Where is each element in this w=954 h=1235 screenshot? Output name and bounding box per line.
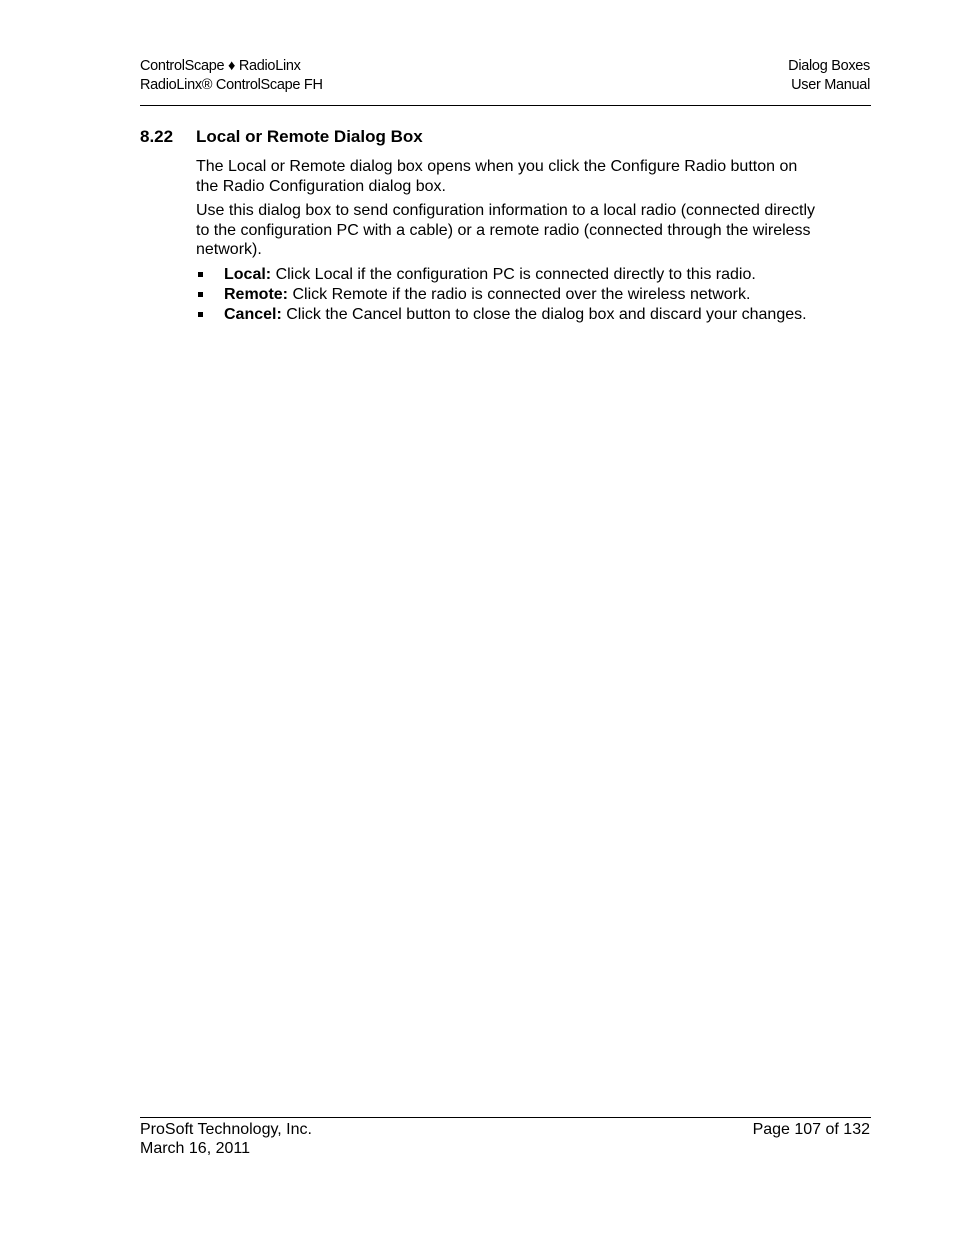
desc-cancel: Click the Cancel button to close the dialog box and discard your changes. <box>281 305 807 323</box>
paragraph-usage: Use this dialog box to send configuration information to a local radio (connected directly to the configuration PC with a cable) or a remote radio (connected through the wireless network). <box>196 202 816 258</box>
footer-row-2 <box>140 1139 870 1158</box>
header-doc-type: User Manual <box>791 77 870 93</box>
bullet-square-icon <box>198 272 203 277</box>
footer-divider <box>140 1117 871 1118</box>
bullet-square-icon <box>198 292 203 297</box>
header-product: ControlScape ♦ RadioLinx <box>140 58 301 74</box>
list-item-cancel <box>196 305 816 325</box>
list-item-remote <box>196 285 816 305</box>
page-footer <box>140 1120 870 1158</box>
desc-remote: Click Remote if the radio is connected over the wireless network. <box>288 285 751 303</box>
option-list <box>196 265 816 325</box>
section-heading <box>140 126 423 148</box>
footer-date: March 16, 2011 <box>140 1140 250 1157</box>
desc-local: Click Local if the configuration PC is connected directly to this radio. <box>271 265 756 283</box>
paragraph-intro: The Local or Remote dialog box opens when you click the Configure Radio button on the Radio Configuration dialog box. <box>196 158 798 195</box>
list-item-local <box>196 265 816 285</box>
header-subproduct: RadioLinx® ControlScape FH <box>140 77 323 93</box>
bullet-square-icon <box>198 312 203 317</box>
term-remote: Remote: <box>224 285 289 303</box>
footer-page-number: Page 107 of 132 <box>752 1121 870 1138</box>
section-title: Local or Remote Dialog Box <box>196 127 423 146</box>
term-local: Local: <box>224 265 272 283</box>
section-number: 8.22 <box>140 127 174 146</box>
header-row-1 <box>140 57 870 76</box>
footer-row-1 <box>140 1120 870 1139</box>
header-row-2 <box>140 76 870 95</box>
footer-company: ProSoft Technology, Inc. <box>140 1121 312 1138</box>
page-header <box>140 57 870 95</box>
header-chapter: Dialog Boxes <box>788 58 870 74</box>
header-divider <box>140 105 871 106</box>
section-body <box>196 157 816 325</box>
term-cancel: Cancel: <box>224 305 282 323</box>
